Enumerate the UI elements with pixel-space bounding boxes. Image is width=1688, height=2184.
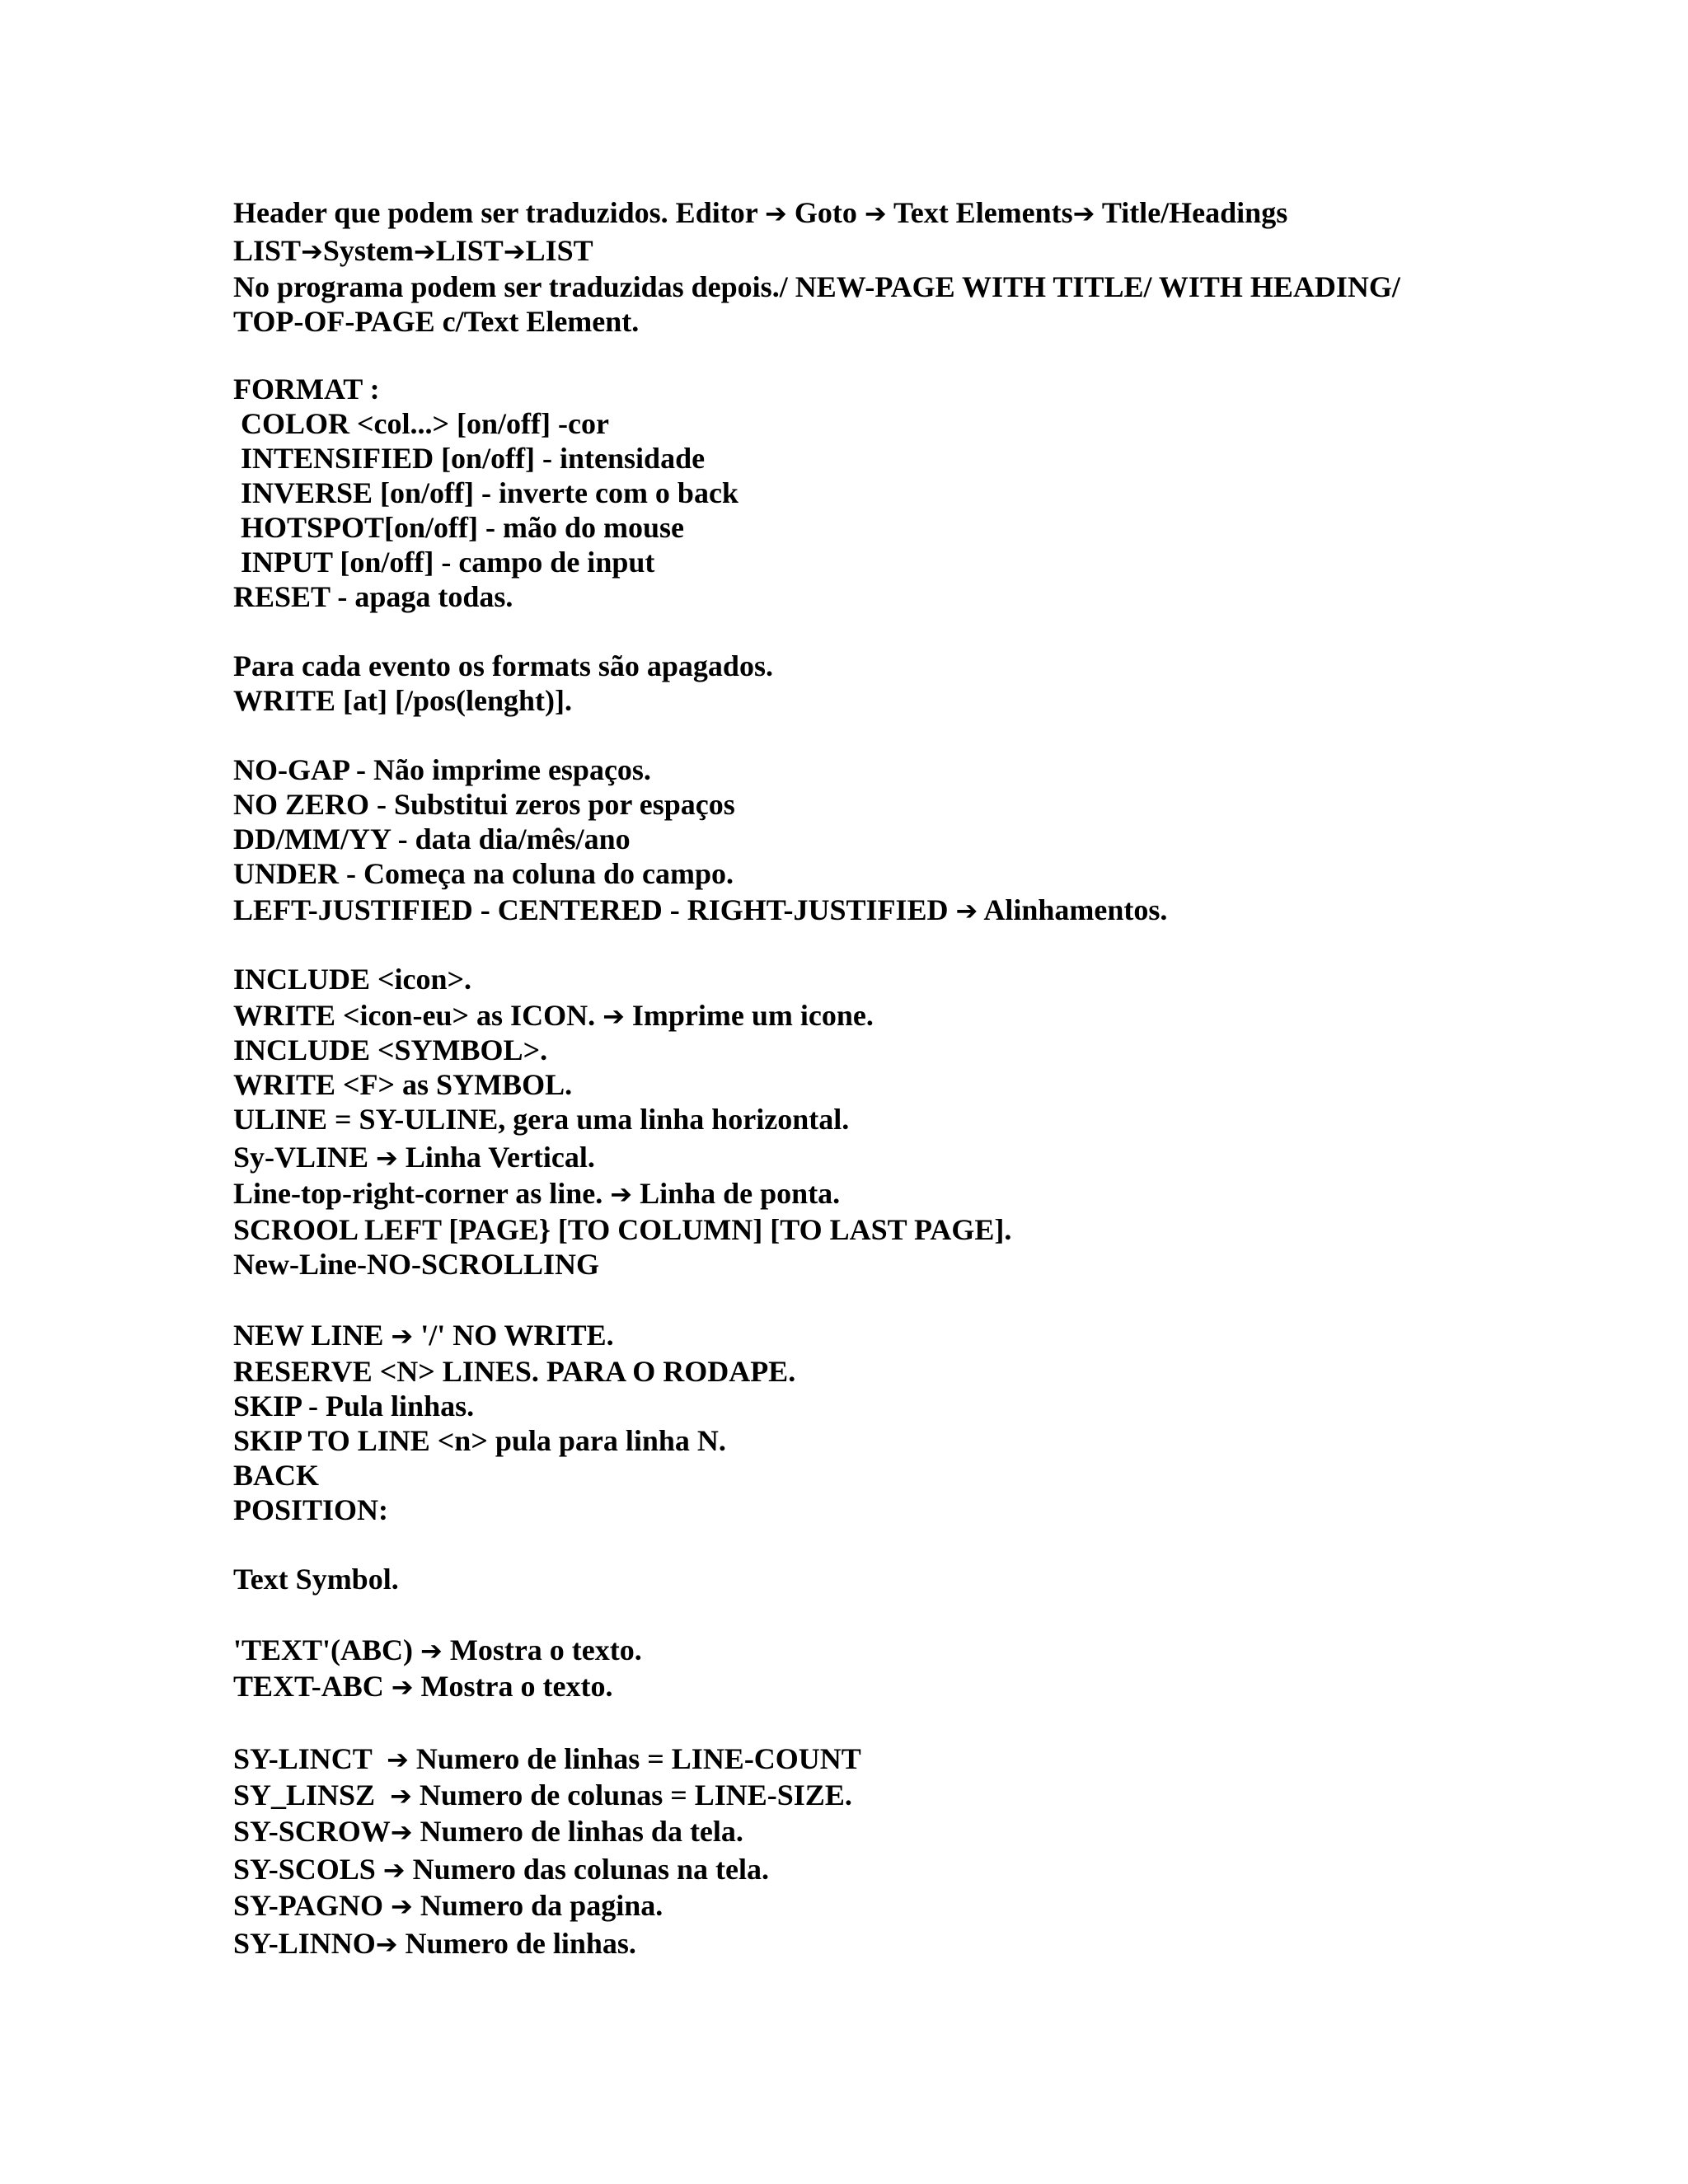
line-text: Mostra o texto. (442, 1633, 642, 1666)
line-text: LIST (435, 234, 504, 267)
line-text: INCLUDE <SYMBOL>. (233, 1033, 548, 1066)
line-text: LIST (525, 234, 593, 267)
line-text: SKIP TO LINE <n> pula para linha N. (233, 1424, 726, 1457)
line-text: Header que podem ser traduzidos. Editor (233, 196, 766, 229)
text-line (233, 1779, 852, 1812)
text-line (233, 788, 735, 821)
line-text: SY-SCOLS (233, 1853, 383, 1886)
right-arrow-icon: ➔ (610, 1179, 633, 1210)
text-line (233, 1563, 399, 1596)
text-line (241, 546, 654, 579)
text-line (233, 1853, 769, 1886)
right-arrow-icon: ➔ (387, 1744, 409, 1775)
right-arrow-icon: ➔ (864, 198, 887, 229)
text-line (233, 1889, 663, 1923)
line-text: Numero da pagina. (412, 1889, 663, 1922)
right-arrow-icon: ➔ (391, 1891, 413, 1922)
line-text: Text Elements (886, 196, 1073, 229)
text-line (233, 196, 1287, 230)
line-text: Imprime um icone. (624, 999, 874, 1032)
line-text: NO-GAP - Não imprime espaços. (233, 753, 651, 786)
line-text: Numero de linhas. (397, 1927, 636, 1960)
right-arrow-icon: ➔ (391, 1671, 414, 1703)
line-text: INTENSIFIED [on/off] - intensidade (241, 442, 706, 475)
text-line (233, 823, 631, 855)
text-line (233, 234, 593, 268)
text-line (233, 1390, 474, 1422)
text-line (233, 1633, 642, 1667)
line-text: LIST (233, 234, 302, 267)
line-text: TEXT-ABC (233, 1670, 392, 1703)
right-arrow-icon: ➔ (390, 1816, 413, 1848)
line-text: INPUT [on/off] - campo de input (241, 546, 655, 579)
line-text: Goto (786, 196, 865, 229)
right-arrow-icon: ➔ (390, 1780, 412, 1811)
line-text: ULINE = SY-ULINE, gera uma linha horizontal. (233, 1103, 850, 1136)
line-text: BACK (233, 1459, 320, 1492)
line-text: Numero de linhas da tela. (412, 1815, 743, 1848)
text-line (233, 1424, 726, 1457)
text-line (241, 511, 684, 544)
line-text: Numero das colunas na tela. (405, 1853, 769, 1886)
text-line (233, 1213, 1011, 1246)
text-line (233, 684, 572, 717)
line-text: SY-LINCT (233, 1742, 387, 1775)
right-arrow-icon: ➔ (382, 1854, 406, 1886)
line-text: Title/Headings (1095, 196, 1288, 229)
line-text: SY-SCROW (233, 1815, 391, 1848)
line-text: Numero de linhas = LINE-COUNT (408, 1742, 861, 1775)
text-line (241, 442, 705, 475)
line-text: INCLUDE <icon>. (233, 963, 472, 996)
text-line (233, 893, 1167, 927)
right-arrow-icon: ➔ (376, 1142, 398, 1174)
text-line (241, 407, 609, 440)
line-text: RESERVE <N> LINES. PARA O RODAPE. (233, 1355, 796, 1388)
right-arrow-icon: ➔ (420, 1635, 443, 1666)
text-line (233, 305, 639, 338)
text-line (233, 1355, 795, 1388)
right-arrow-icon: ➔ (413, 236, 436, 267)
right-arrow-icon: ➔ (503, 236, 526, 267)
text-line (233, 1493, 388, 1526)
line-text: SCROOL LEFT [PAGE} [TO COLUMN] [TO LAST PAGE]. (233, 1213, 1012, 1246)
line-text: Linha de ponta. (632, 1177, 841, 1210)
line-text: System (322, 234, 414, 267)
line-text: COLOR <col...> [on/off] -cor (241, 407, 609, 440)
text-line (233, 1177, 840, 1211)
right-arrow-icon: ➔ (1072, 198, 1095, 229)
right-arrow-icon: ➔ (301, 236, 323, 267)
line-text: HOTSPOT[on/off] - mão do mouse (241, 511, 685, 544)
line-text: '/' NO WRITE. (413, 1319, 614, 1352)
line-text: Sy-VLINE (233, 1141, 377, 1174)
line-text: FORMAT : (233, 373, 380, 405)
line-text: WRITE <F> as SYMBOL. (233, 1068, 573, 1101)
text-line (233, 857, 734, 890)
text-line (233, 1670, 612, 1704)
line-text: POSITION: (233, 1493, 389, 1526)
line-text: WRITE [at] [/pos(lenght)]. (233, 684, 572, 717)
text-line (233, 1068, 572, 1101)
line-text: TOP-OF-PAGE c/Text Element. (233, 305, 640, 338)
right-arrow-icon: ➔ (391, 1320, 414, 1352)
line-text: INVERSE [on/off] - inverte com o back (241, 476, 738, 509)
text-line (241, 476, 738, 509)
line-text: WRITE <icon-eu> as ICON. (233, 999, 603, 1032)
line-text: 'TEXT'(ABC) (233, 1633, 421, 1666)
line-text: SY-PAGNO (233, 1889, 392, 1922)
line-text: SKIP - Pula linhas. (233, 1390, 475, 1422)
text-line (233, 1103, 849, 1136)
right-arrow-icon: ➔ (765, 198, 787, 229)
text-line (233, 753, 651, 786)
line-text: Para cada evento os formats são apagados. (233, 649, 773, 682)
text-line (233, 1319, 614, 1352)
line-text: Text Symbol. (233, 1563, 399, 1596)
line-text: Mostra o texto. (413, 1670, 613, 1703)
text-line (233, 649, 773, 682)
right-arrow-icon: ➔ (955, 895, 978, 926)
line-text: DD/MM/YY - data dia/mês/ano (233, 823, 631, 855)
right-arrow-icon: ➔ (603, 1001, 625, 1032)
text-line (233, 1927, 636, 1961)
line-text: SY_LINSZ (233, 1779, 391, 1811)
text-line (233, 1141, 595, 1174)
line-text: SY-LINNO (233, 1927, 376, 1960)
line-text: Numero de colunas = LINE-SIZE. (411, 1779, 852, 1811)
text-line (233, 999, 874, 1033)
right-arrow-icon: ➔ (375, 1929, 398, 1960)
text-line (233, 580, 513, 613)
text-line (233, 373, 380, 405)
line-text: Linha Vertical. (397, 1141, 595, 1174)
line-text: RESET - apaga todas. (233, 580, 513, 613)
line-text: LEFT-JUSTIFIED - CENTERED - RIGHT-JUSTIFIED (233, 893, 956, 926)
line-text: New-Line-NO-SCROLLING (233, 1248, 600, 1281)
line-text: NEW LINE (233, 1319, 392, 1352)
line-text: No programa podem ser traduzidas depois./ NEW-PAGE WITH TITLE/ WITH HEADING/ (233, 270, 1400, 303)
text-line (233, 1033, 547, 1066)
text-line (233, 1248, 599, 1281)
text-line (233, 1742, 861, 1776)
line-text: Alinhamentos. (978, 893, 1168, 926)
line-text: Line-top-right-corner as line. (233, 1177, 611, 1210)
text-line (233, 1815, 743, 1849)
text-line (233, 1459, 319, 1492)
line-text: UNDER - Começa na coluna do campo. (233, 857, 734, 890)
line-text: NO ZERO - Substitui zeros por espaços (233, 788, 735, 821)
text-line (233, 963, 471, 996)
text-line (233, 270, 1400, 303)
